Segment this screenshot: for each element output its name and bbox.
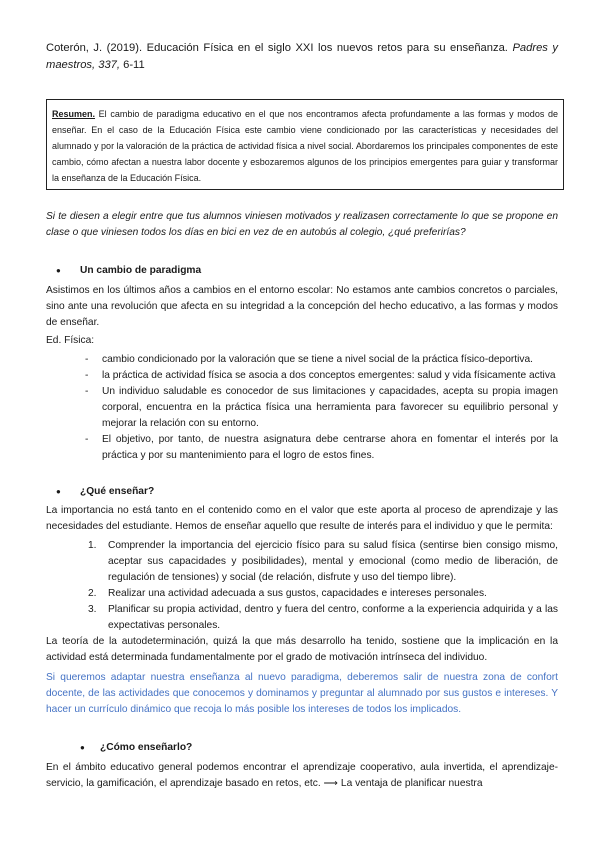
list-item — [88, 586, 558, 602]
citation-journal: Padres y maestros, 337, — [46, 42, 559, 71]
list-item: - la práctica de actividad física se asocia a dos conceptos emergentes: salud y vida físicamente activa — [86, 368, 558, 384]
item-number: 2. — [88, 588, 97, 599]
bullet-icon: ● — [56, 487, 61, 496]
list-item — [88, 602, 558, 634]
abstract-label: Resumen. — [52, 109, 96, 119]
numbered-list — [88, 538, 558, 634]
self-determination-paragraph: La teoría de la autodeterminación, quizá la que más desarrollo ha tenido, sostiene que la implicación en la actividad está determinada fundamentalmente por el grado de motivación intrínseca del individuo. — [46, 636, 558, 663]
section-heading-que-ensenar — [46, 484, 558, 500]
dash-list — [86, 352, 558, 464]
citation-pages: 6-11 — [123, 59, 145, 71]
item-text: Realizar una actividad adecuada a sus gustos, capacidades e intereses personales. — [108, 588, 487, 599]
bullet-icon: ● — [56, 266, 61, 275]
item-text: Planificar su propia actividad, dentro y fuera del centro, conforme a la experiencia adquirida y a las expectativas personales. — [108, 604, 558, 631]
item-text: Comprender la importancia del ejercicio físico para su salud física (sentirse bien consigo mismo, aceptar sus capacidades y posibilidades), mental y emocional (como medio de liberación, de regulación de tensiones) y social (de relación, disfrute y uso del tiempo libre). — [108, 540, 558, 583]
section-paragraph: En el ámbito educativo general podemos encontrar el aprendizaje cooperativo, aula invertida, el aprendizaje-servicio, la gamificación, el aprendizaje basado en retos, etc. ⟶ La ventaja de planificar nuestra — [46, 762, 558, 789]
section-heading-como-ensenarlo — [46, 740, 558, 756]
section-heading-paradigma — [46, 263, 558, 279]
item-number: 3. — [88, 604, 97, 615]
subheading-ed-fisica: Ed. Física: — [46, 335, 95, 346]
abstract-box — [46, 99, 564, 190]
list-item: - Un individuo saludable es conocedor de sus limitaciones y capacidades, acepta su propia imagen corporal, encuentra en la práctica física una herramienta para favorecer su equilibrio personal y mejorar la relación con su entorno. — [86, 384, 558, 432]
section-title: ¿Cómo enseñarlo? — [100, 742, 193, 753]
abstract-text: El cambio de paradigma educativo en el que nos encontramos afecta profundamente a las formas y modos de enseñar. En el caso de la Educación Física este cambio viene condicionado por las características y necesidades del alumnado y por la valoración de la práctica de actividad física a nivel social. Abordaremos los principales componentes de este cambio, cómo afectan a nuestra labor docente y esbozaremos algunos de los principios emergentes para guiar y transformar la enseñanza de la Educación Física. — [52, 109, 558, 183]
section-title: Un cambio de paradigma — [80, 265, 202, 276]
list-item: - El objetivo, por tanto, de nuestra asignatura debe centrarse ahora en fomentar el interés por la práctica y por su mantenimiento para el logro de estos fines. — [86, 432, 558, 464]
section-paragraph: Asistimos en los últimos años a cambios en el entorno escolar: No estamos ante cambios concretos o parciales, sino ante una revolución que afecta en su integridad a la concepción del hecho educativo, a las formas y modos de enseñar. — [46, 285, 558, 328]
item-number: 1. — [88, 540, 97, 551]
citation-authors: Coterón, J. (2019). Educación Física en el siglo XXI los nuevos retos para su enseñanza. — [46, 42, 508, 54]
highlighted-note: Si queremos adaptar nuestra enseñanza al nuevo paradigma, deberemos salir de nuestra zona de confort docente, de las actividades que conocemos y dominamos y preguntar al alumnado por sus gustos e intereses. Y hacer un currículo dinámico que recoja lo más posible los intereses de todos los implicados. — [46, 672, 558, 715]
opening-question: Si te diesen a elegir entre que tus alumnos viniesen motivados y realizasen correctamente lo que se propone en clase o que viniesen todos los días en bici en vez de en autobús al colegio, ¿qué preferirías? — [46, 211, 558, 238]
list-item — [88, 538, 558, 586]
list-item: - cambio condicionado por la valoración que se tiene a nivel social de la práctica físico-deportiva. — [86, 352, 558, 368]
citation — [46, 40, 558, 74]
bullet-icon: ● — [80, 743, 85, 752]
section-title: ¿Qué enseñar? — [80, 486, 155, 497]
section-paragraph: La importancia no está tanto en el contenido como en el valor que este aporta al proceso de aprendizaje y las necesidades del estudiante. Hemos de enseñar aquello que resulte de interés para el individuo y que le permita: — [46, 505, 558, 532]
